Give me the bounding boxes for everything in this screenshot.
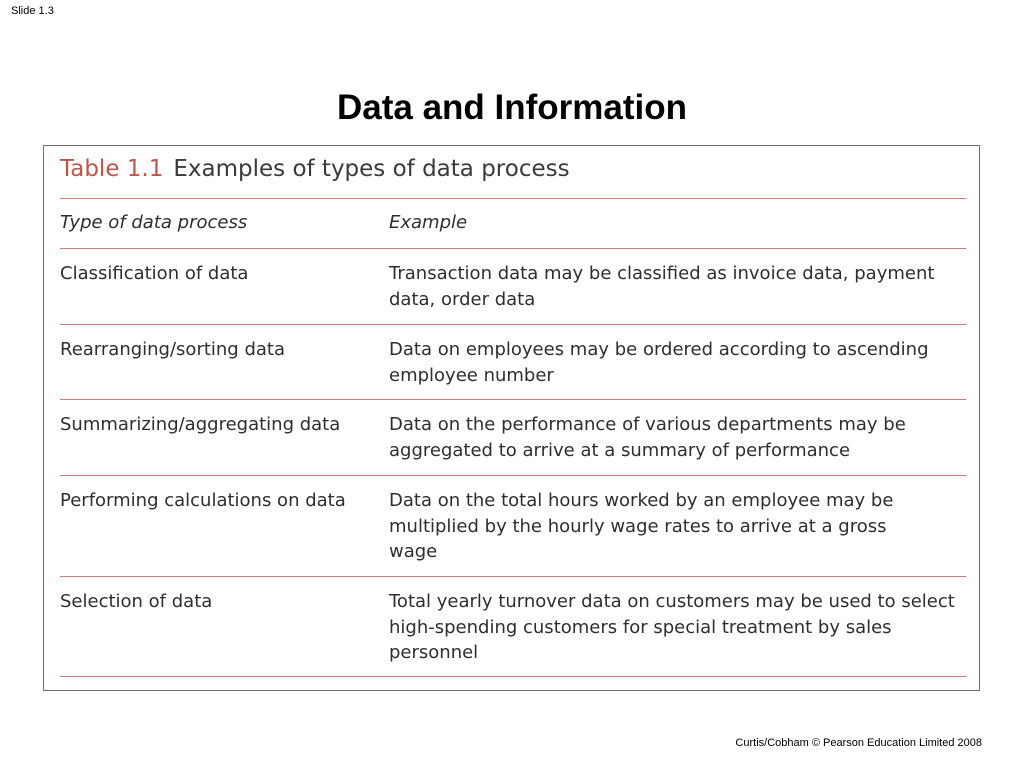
slide-number: Slide 1.3 xyxy=(11,5,54,17)
example-cell: Transaction data may be classified as invoice data, payment data, order data xyxy=(389,263,935,310)
table-rule xyxy=(60,324,966,325)
table-rule xyxy=(60,248,966,249)
example-cell: Total yearly turnover data on customers may be used to select high-spending customers for special treatment by sales personnel xyxy=(389,591,955,663)
table-rule xyxy=(60,399,966,400)
process-cell: Classification of data xyxy=(60,263,249,284)
table-figure xyxy=(43,145,980,691)
example-cell: Data on employees may be ordered according to ascending employee number xyxy=(389,339,929,386)
table-rule xyxy=(60,198,966,199)
copyright-footer: Curtis/Cobham © Pearson Education Limited 2008 xyxy=(735,737,982,749)
example-cell: Data on the total hours worked by an employee may be multiplied by the hourly wage rates to arrive at a gross wage xyxy=(389,490,894,562)
table-rule xyxy=(60,676,966,677)
table-caption-number: Table 1.1 xyxy=(60,156,164,182)
table-rule xyxy=(60,475,966,476)
table-caption xyxy=(60,156,570,182)
table-caption-text: Examples of types of data process xyxy=(173,156,570,182)
process-cell: Summarizing/aggregating data xyxy=(60,414,341,435)
process-cell: Selection of data xyxy=(60,591,213,612)
process-cell: Rearranging/sorting data xyxy=(60,339,285,360)
process-cell: Performing calculations on data xyxy=(60,490,346,511)
example-cell: Data on the performance of various departments may be aggregated to arrive at a summary of performance xyxy=(389,414,906,461)
slide-title: Data and Information xyxy=(336,88,688,127)
table-rule xyxy=(60,576,966,577)
column-header-process: Type of data process xyxy=(60,212,248,233)
column-header-example: Example xyxy=(389,212,468,233)
